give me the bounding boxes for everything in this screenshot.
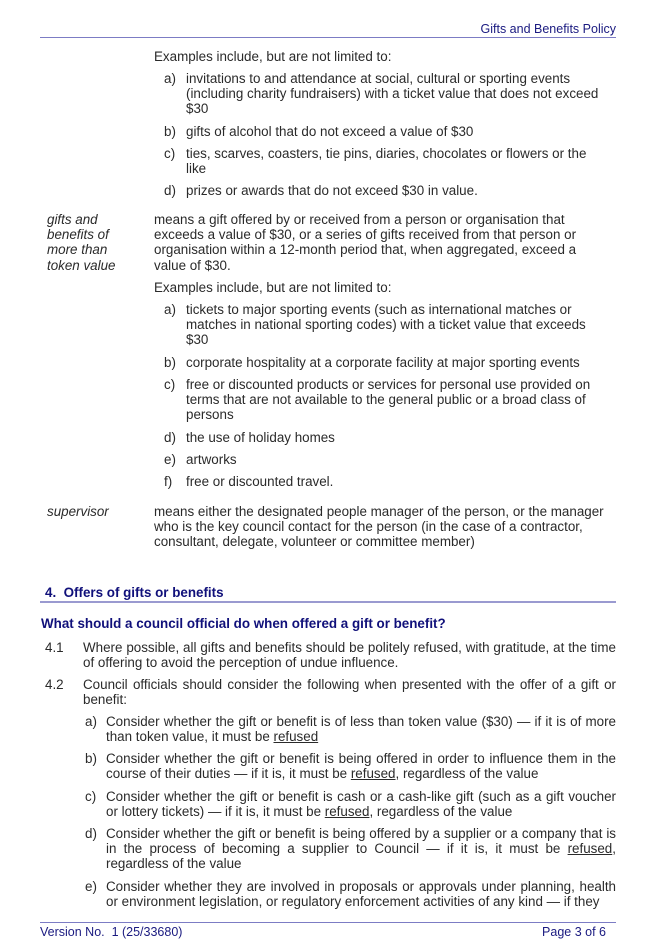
list-item xyxy=(164,355,604,370)
list-item xyxy=(164,452,604,467)
examples-intro: Examples include, but are not limited to: xyxy=(154,49,392,64)
version-number: Version No. 1 (25/33680) xyxy=(40,925,183,939)
item-text: Consider whether the gift or benefit is cash or a cash-like gift (such as a gift voucher or lottery tickets) — if it is, it must be xyxy=(106,789,616,820)
item-text: Consider whether the gift or benefit is being offered by a supplier or a company that is in the process of becoming a supplier to Council — if it is, it must be xyxy=(106,826,616,857)
item-label: b) xyxy=(164,355,176,370)
definition-text: means either the designated people manager of the person, or the manager who is the key council contact for the person (in the case of a contractor, consultant, delegate, volunteer or committee member) xyxy=(154,504,604,550)
list-item xyxy=(164,146,604,176)
list-item xyxy=(85,714,616,744)
item-label: e) xyxy=(164,452,176,467)
list-item xyxy=(85,826,616,872)
header-divider xyxy=(40,37,616,38)
definition-text: means a gift offered by or received from a person or organisation that exceeds a value of $30, or a series of gifts received from that person or organisation within a 12-month period that, when aggregated, exceed a value of $30. xyxy=(154,212,577,273)
item-label: c) xyxy=(164,146,176,161)
item-text-tail: , regardless of the value xyxy=(395,766,539,782)
item-text: tickets to major sporting events (such as international matches or matches in national sporting codes) with a ticket value that exceeds $30 xyxy=(186,302,586,348)
list-item xyxy=(164,302,604,348)
item-text: ties, scarves, coasters, tie pins, diaries, chocolates or flowers or the like xyxy=(186,146,587,177)
list-item xyxy=(164,474,604,489)
item-label: b) xyxy=(85,751,97,766)
item-text: free or discounted travel. xyxy=(186,474,334,489)
item-text: Consider whether the gift or benefit is of less than token value ($30) — if it is of more than token value, it must be xyxy=(106,714,616,745)
clause-text: Council officials should consider the following when presented with the offer of a gift or benefit: xyxy=(83,677,616,708)
list-item xyxy=(164,71,604,117)
item-text: prizes or awards that do not exceed $30 in value. xyxy=(186,183,478,198)
item-text: Consider whether they are involved in proposals or approvals under planning, health or environment legislation, or regulatory enforcement activities of any kind — if they xyxy=(106,879,616,910)
examples-intro: Examples include, but are not limited to: xyxy=(154,280,392,295)
clause-number: 4.1 xyxy=(45,640,64,655)
section-divider xyxy=(40,601,616,603)
section-heading: 4. Offers of gifts or benefits xyxy=(45,585,224,600)
refused-emphasis: refused xyxy=(567,841,613,857)
refused-emphasis: refused xyxy=(350,766,396,782)
subheading: What should a council official do when offered a gift or benefit? xyxy=(41,616,446,631)
header-title: Gifts and Benefits Policy xyxy=(480,22,616,36)
item-text: artworks xyxy=(186,452,237,467)
refused-emphasis: refused xyxy=(324,804,370,820)
item-text: Consider whether the gift or benefit is being offered in order to influence them in the course of their duties — if it is, it must be xyxy=(106,751,616,782)
refused-emphasis: refused xyxy=(273,729,319,745)
item-label: a) xyxy=(164,71,176,86)
list-item xyxy=(164,377,604,423)
item-label: d) xyxy=(85,826,97,841)
list-item xyxy=(164,430,604,445)
item-label: d) xyxy=(164,183,176,198)
item-label: d) xyxy=(164,430,176,445)
item-text: corporate hospitality at a corporate facility at major sporting events xyxy=(186,355,580,370)
definition-term: supervisor xyxy=(47,504,109,519)
item-text: the use of holiday homes xyxy=(186,430,335,445)
clause-number: 4.2 xyxy=(45,677,64,692)
definition-term: gifts and benefits of more than token value xyxy=(47,212,116,273)
list-item xyxy=(164,124,604,139)
clause-text: Where possible, all gifts and benefits should be politely refused, with gratitude, at the time of offering to avoid the perception of undue influence. xyxy=(83,640,616,671)
item-text: free or discounted products or services for personal use provided on terms that are not available to the general public or a broad class of persons xyxy=(186,377,591,423)
item-label: c) xyxy=(85,789,97,804)
item-label: c) xyxy=(164,377,176,392)
item-label: a) xyxy=(85,714,97,729)
list-item xyxy=(85,751,616,781)
item-text-tail: , regardless of the value xyxy=(106,841,616,872)
item-text: gifts of alcohol that do not exceed a value of $30 xyxy=(186,124,474,139)
item-label: a) xyxy=(164,302,176,317)
list-item xyxy=(85,789,616,819)
list-item xyxy=(85,879,616,909)
item-label: f) xyxy=(164,474,173,489)
list-item xyxy=(164,183,604,198)
item-text: invitations to and attendance at social, cultural or sporting events (including charity fundraisers) with a ticket value that does not exceed $30 xyxy=(186,71,599,117)
item-label: e) xyxy=(85,879,97,894)
item-text-tail: , regardless of the value xyxy=(369,804,513,820)
item-label: b) xyxy=(164,124,176,139)
page-number: Page 3 of 6 xyxy=(542,925,606,939)
footer-divider xyxy=(40,922,616,923)
